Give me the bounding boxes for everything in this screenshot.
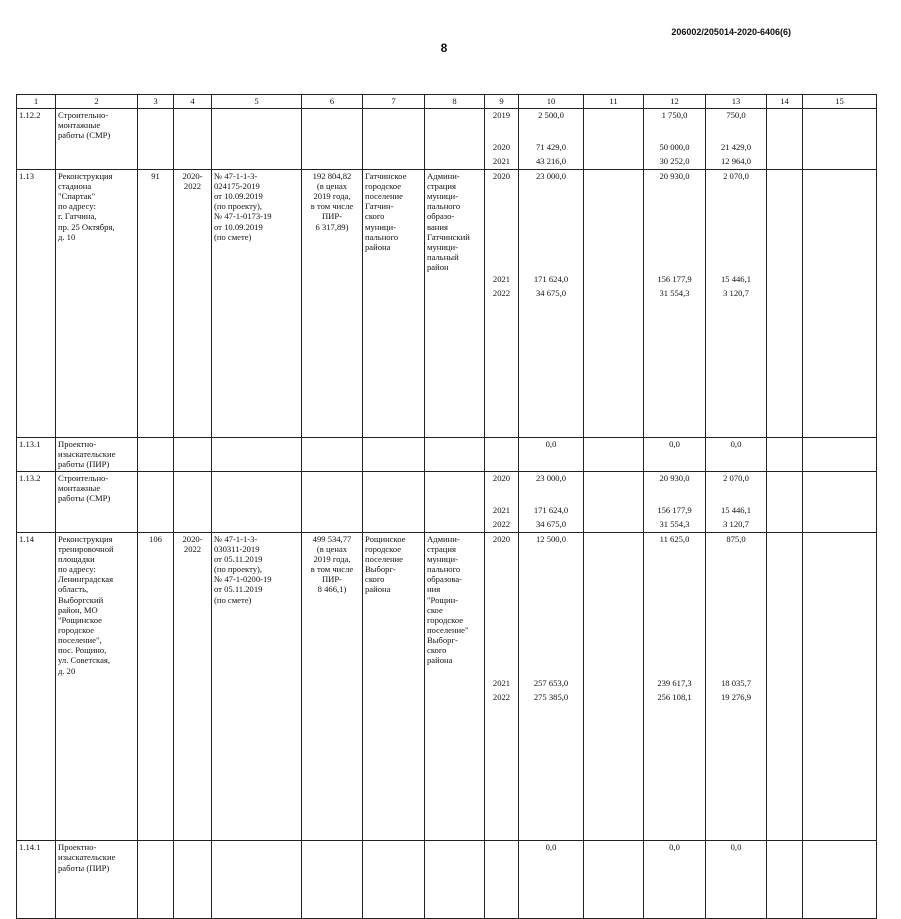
expertise-documents [212, 691, 302, 841]
expertise-documents: № 47-1-1-3- 030311-2019 от 05.11.2019 (по проекту), № 47-1-0200-19 от 05.11.2019 (по смете) [212, 532, 302, 676]
federal-amount [584, 155, 644, 169]
extra-amount [803, 169, 877, 273]
table-row [17, 532, 877, 676]
estimated-cost: 192 804,82 (в ценах 2019 года, в том числе ПИР- 6 317,89) [302, 169, 363, 273]
year [485, 437, 519, 471]
capacity [138, 677, 174, 691]
table-row [17, 518, 877, 532]
extra-amount [803, 141, 877, 155]
estimated-cost [302, 273, 363, 287]
period [174, 691, 212, 841]
total-amount: 43 216,0 [519, 155, 584, 169]
column-number-5: 5 [212, 95, 302, 109]
other-amount [767, 471, 803, 504]
federal-amount [584, 273, 644, 287]
column-number-1: 1 [17, 95, 56, 109]
regional-amount: 0,0 [644, 437, 706, 471]
extra-amount [803, 504, 877, 518]
other-amount [767, 532, 803, 676]
regional-amount: 20 930,0 [644, 169, 706, 273]
column-number-15: 15 [803, 95, 877, 109]
location [363, 155, 425, 169]
total-amount: 171 624,0 [519, 273, 584, 287]
location [363, 287, 425, 437]
other-amount [767, 287, 803, 437]
expertise-documents [212, 518, 302, 532]
extra-amount [803, 841, 877, 919]
table-row [17, 437, 877, 471]
total-amount: 0,0 [519, 841, 584, 919]
local-amount: 15 446,1 [706, 504, 767, 518]
customer [425, 518, 485, 532]
column-number-13: 13 [706, 95, 767, 109]
local-amount: 750,0 [706, 109, 767, 142]
capacity [138, 155, 174, 169]
customer: Админи- страция муници- пального образова- ния "Рощин- ское городское поселение" Выборг- ского района [425, 532, 485, 676]
extra-amount [803, 109, 877, 142]
location [363, 437, 425, 471]
item-code [17, 518, 56, 532]
item-code [17, 504, 56, 518]
regional-amount: 11 625,0 [644, 532, 706, 676]
column-number-3: 3 [138, 95, 174, 109]
object-name [56, 141, 138, 155]
capacity [138, 437, 174, 471]
customer [425, 841, 485, 919]
location [363, 273, 425, 287]
location [363, 518, 425, 532]
period [174, 287, 212, 437]
table-row [17, 109, 877, 142]
estimated-cost [302, 677, 363, 691]
table-row [17, 141, 877, 155]
federal-amount [584, 169, 644, 273]
expertise-documents [212, 141, 302, 155]
table-row [17, 287, 877, 437]
column-number-9: 9 [485, 95, 519, 109]
year: 2020 [485, 532, 519, 676]
year: 2020 [485, 471, 519, 504]
period [174, 155, 212, 169]
item-code [17, 677, 56, 691]
local-amount: 3 120,7 [706, 518, 767, 532]
extra-amount [803, 518, 877, 532]
period: 2020- 2022 [174, 532, 212, 676]
federal-amount [584, 841, 644, 919]
capacity [138, 471, 174, 504]
column-number-row [17, 95, 877, 109]
item-code [17, 155, 56, 169]
regional-amount: 0,0 [644, 841, 706, 919]
item-code [17, 287, 56, 437]
total-amount: 12 500,0 [519, 532, 584, 676]
total-amount: 0,0 [519, 437, 584, 471]
object-name: Реконструкция тренировочной площадки по адресу: Ленинградская область, Выборгский район, МО "Рощинское городское поселение", пос. Рощино, ул. Советская, д. 20 [56, 532, 138, 676]
table-body [17, 95, 877, 919]
local-amount: 21 429,0 [706, 141, 767, 155]
table-row [17, 691, 877, 841]
capacity [138, 504, 174, 518]
document-id: 206002/205014-2020-6406(6) [671, 27, 791, 37]
table-row [17, 155, 877, 169]
estimated-cost: 499 534,77 (в ценах 2019 года, в том числе ПИР- 8 466,1) [302, 532, 363, 676]
total-amount: 34 675,0 [519, 287, 584, 437]
other-amount [767, 155, 803, 169]
total-amount: 71 429,0 [519, 141, 584, 155]
year: 2021 [485, 677, 519, 691]
object-name [56, 677, 138, 691]
regional-amount: 156 177,9 [644, 504, 706, 518]
local-amount: 2 070,0 [706, 471, 767, 504]
capacity [138, 109, 174, 142]
extra-amount [803, 273, 877, 287]
other-amount [767, 169, 803, 273]
total-amount: 275 385,0 [519, 691, 584, 841]
regional-amount: 31 554,3 [644, 287, 706, 437]
total-amount: 257 653,0 [519, 677, 584, 691]
total-amount: 2 500,0 [519, 109, 584, 142]
period [174, 273, 212, 287]
expertise-documents [212, 677, 302, 691]
table-row [17, 504, 877, 518]
other-amount [767, 141, 803, 155]
year: 2022 [485, 691, 519, 841]
capacity [138, 287, 174, 437]
item-code [17, 691, 56, 841]
location [363, 141, 425, 155]
capacity [138, 518, 174, 532]
table-row [17, 841, 877, 919]
period [174, 437, 212, 471]
total-amount: 23 000,0 [519, 169, 584, 273]
item-code: 1.13.1 [17, 437, 56, 471]
item-code [17, 141, 56, 155]
object-name: Строительно- монтажные работы (СМР) [56, 109, 138, 142]
estimated-cost [302, 287, 363, 437]
other-amount [767, 841, 803, 919]
customer [425, 109, 485, 142]
table-row [17, 169, 877, 273]
estimated-cost [302, 437, 363, 471]
object-name [56, 287, 138, 437]
object-name: Строительно- монтажные работы (СМР) [56, 471, 138, 504]
object-name [56, 691, 138, 841]
federal-amount [584, 504, 644, 518]
extra-amount [803, 677, 877, 691]
customer [425, 437, 485, 471]
federal-amount [584, 518, 644, 532]
extra-amount [803, 532, 877, 676]
expertise-documents [212, 287, 302, 437]
total-amount: 34 675,0 [519, 518, 584, 532]
customer [425, 504, 485, 518]
customer: Админи- страция муници- пального образо- вания Гатчинский муници- пальный район [425, 169, 485, 273]
customer [425, 287, 485, 437]
location [363, 471, 425, 504]
estimated-cost [302, 471, 363, 504]
column-number-2: 2 [56, 95, 138, 109]
other-amount [767, 109, 803, 142]
object-name: Проектно- изыскательские работы (ПИР) [56, 437, 138, 471]
item-code: 1.13 [17, 169, 56, 273]
estimated-cost [302, 841, 363, 919]
item-code [17, 273, 56, 287]
local-amount: 15 446,1 [706, 273, 767, 287]
item-code: 1.14.1 [17, 841, 56, 919]
local-amount: 2 070,0 [706, 169, 767, 273]
other-amount [767, 504, 803, 518]
expertise-documents [212, 155, 302, 169]
period [174, 141, 212, 155]
federal-amount [584, 532, 644, 676]
location [363, 691, 425, 841]
federal-amount [584, 141, 644, 155]
item-code: 1.14 [17, 532, 56, 676]
column-number-6: 6 [302, 95, 363, 109]
capacity [138, 691, 174, 841]
estimated-cost [302, 691, 363, 841]
year: 2021 [485, 155, 519, 169]
other-amount [767, 437, 803, 471]
item-code: 1.12.2 [17, 109, 56, 142]
page-number: 8 [440, 41, 448, 55]
year: 2022 [485, 287, 519, 437]
extra-amount [803, 471, 877, 504]
regional-amount: 30 252,0 [644, 155, 706, 169]
regional-amount: 156 177,9 [644, 273, 706, 287]
regional-amount: 1 750,0 [644, 109, 706, 142]
capacity [138, 273, 174, 287]
estimated-cost [302, 109, 363, 142]
object-name [56, 504, 138, 518]
period [174, 841, 212, 919]
capacity: 91 [138, 169, 174, 273]
federal-amount [584, 109, 644, 142]
other-amount [767, 691, 803, 841]
table-row [17, 273, 877, 287]
period [174, 518, 212, 532]
location: Рощинское городское поселение Выборг- ского района [363, 532, 425, 676]
regional-amount: 31 554,3 [644, 518, 706, 532]
federal-amount [584, 437, 644, 471]
other-amount [767, 518, 803, 532]
expertise-documents: № 47-1-1-3- 024175-2019 от 10.09.2019 (по проекту), № 47-1-0173-19 от 10.09.2019 (по смете) [212, 169, 302, 273]
year [485, 841, 519, 919]
expertise-documents [212, 471, 302, 504]
regional-amount: 20 930,0 [644, 471, 706, 504]
location [363, 109, 425, 142]
period [174, 471, 212, 504]
local-amount: 19 276,9 [706, 691, 767, 841]
total-amount: 23 000,0 [519, 471, 584, 504]
object-name [56, 273, 138, 287]
estimated-cost [302, 504, 363, 518]
customer [425, 141, 485, 155]
object-name: Реконструкция стадиона "Спартак" по адресу: г. Гатчина, пр. 25 Октября, д. 10 [56, 169, 138, 273]
local-amount: 875,0 [706, 532, 767, 676]
local-amount: 0,0 [706, 437, 767, 471]
extra-amount [803, 155, 877, 169]
federal-amount [584, 677, 644, 691]
location [363, 841, 425, 919]
regional-amount: 256 108,1 [644, 691, 706, 841]
column-number-7: 7 [363, 95, 425, 109]
period [174, 109, 212, 142]
year: 2019 [485, 109, 519, 142]
total-amount: 171 624,0 [519, 504, 584, 518]
financing-table [16, 94, 877, 919]
local-amount: 0,0 [706, 841, 767, 919]
extra-amount [803, 287, 877, 437]
expertise-documents [212, 273, 302, 287]
extra-amount [803, 437, 877, 471]
extra-amount [803, 691, 877, 841]
column-number-11: 11 [584, 95, 644, 109]
object-name [56, 155, 138, 169]
local-amount: 18 035,7 [706, 677, 767, 691]
location [363, 677, 425, 691]
object-name: Проектно- изыскательские работы (ПИР) [56, 841, 138, 919]
expertise-documents [212, 504, 302, 518]
federal-amount [584, 287, 644, 437]
federal-amount [584, 471, 644, 504]
period [174, 504, 212, 518]
federal-amount [584, 691, 644, 841]
local-amount: 12 964,0 [706, 155, 767, 169]
regional-amount: 239 617,3 [644, 677, 706, 691]
period [174, 677, 212, 691]
customer [425, 677, 485, 691]
customer [425, 471, 485, 504]
capacity: 106 [138, 532, 174, 676]
other-amount [767, 677, 803, 691]
estimated-cost [302, 155, 363, 169]
regional-amount: 50 000,0 [644, 141, 706, 155]
location [363, 504, 425, 518]
item-code: 1.13.2 [17, 471, 56, 504]
year: 2020 [485, 169, 519, 273]
column-number-12: 12 [644, 95, 706, 109]
expertise-documents [212, 109, 302, 142]
year: 2022 [485, 518, 519, 532]
column-number-14: 14 [767, 95, 803, 109]
year: 2020 [485, 141, 519, 155]
customer [425, 155, 485, 169]
location: Гатчинское городское поселение Гатчин- ского муници- пального района [363, 169, 425, 273]
expertise-documents [212, 841, 302, 919]
customer [425, 691, 485, 841]
column-number-10: 10 [519, 95, 584, 109]
capacity [138, 841, 174, 919]
period: 2020- 2022 [174, 169, 212, 273]
estimated-cost [302, 518, 363, 532]
year: 2021 [485, 504, 519, 518]
customer [425, 273, 485, 287]
object-name [56, 518, 138, 532]
table-row [17, 471, 877, 504]
capacity [138, 141, 174, 155]
year: 2021 [485, 273, 519, 287]
estimated-cost [302, 141, 363, 155]
column-number-8: 8 [425, 95, 485, 109]
expertise-documents [212, 437, 302, 471]
other-amount [767, 273, 803, 287]
column-number-4: 4 [174, 95, 212, 109]
local-amount: 3 120,7 [706, 287, 767, 437]
table-row [17, 677, 877, 691]
